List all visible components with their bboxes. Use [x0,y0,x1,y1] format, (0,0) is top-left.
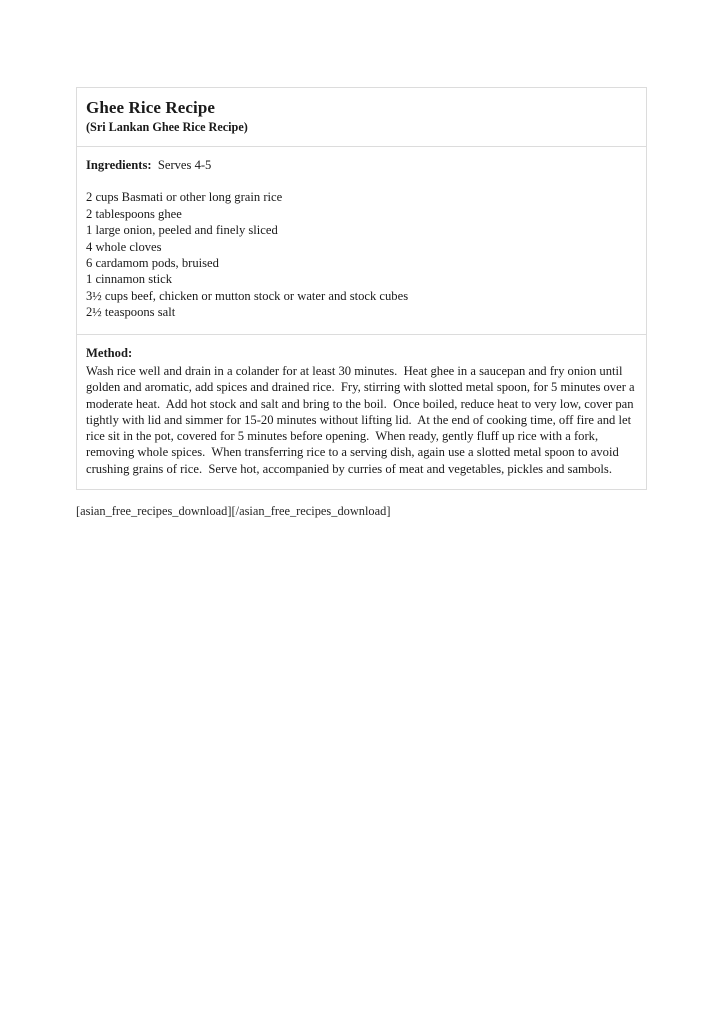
download-shortcode-text: [asian_free_recipes_download][/asian_free_recipes_download] [76,504,391,518]
recipe-card [76,87,647,490]
list-item: 6 cardamom pods, bruised [86,255,219,270]
list-item: 1 large onion, peeled and finely sliced [86,223,278,238]
method-heading: Method: [86,345,133,360]
list-item: 2 tablespoons ghee [86,206,182,221]
recipe-header-section [77,88,646,147]
ingredients-section [77,147,646,335]
serves-value: Serves 4-5 [157,157,212,172]
method-body: Wash rice well and drain in a colander for at least 30 minutes. Heat ghee in a saucepan and fry onion until golden and aromatic, add spices and drained rice. Fry, stirring with slotted metal spoon, for 5 minutes over a moderate heat. Add hot stock and salt and bring to the boil. Once boiled, reduce heat to very low, cover pan tightly with lid and simmer for 15-20 minutes without lifting lid. At the end of cooking time, off fire and let rice sit in the pot, covered for 5 minutes before opening. When ready, gently fluff up rice with a fork, removing whole spices. When transferring rice to a serving dish, again use a slotted metal spoon to avoid crushing grains of rice. Serve hot, accompanied by curries of meat and vegetables, pickles and sambols. [86,363,638,476]
list-item: 2½ teaspoons salt [86,305,176,320]
method-section [77,335,646,489]
ingredients-label: Ingredients: [86,157,152,172]
ingredients-heading [86,157,637,173]
list-item: 4 whole cloves [86,239,162,254]
list-item: 3½ cups beef, chicken or mutton stock or water and stock cubes [86,288,409,303]
list-item: 1 cinnamon stick [86,272,173,287]
list-item: 2 cups Basmati or other long grain rice [86,190,283,205]
page-title: Ghee Rice Recipe [86,98,216,117]
recipe-subtitle: (Sri Lankan Ghee Rice Recipe) [86,119,248,134]
ingredient-list [86,189,637,320]
